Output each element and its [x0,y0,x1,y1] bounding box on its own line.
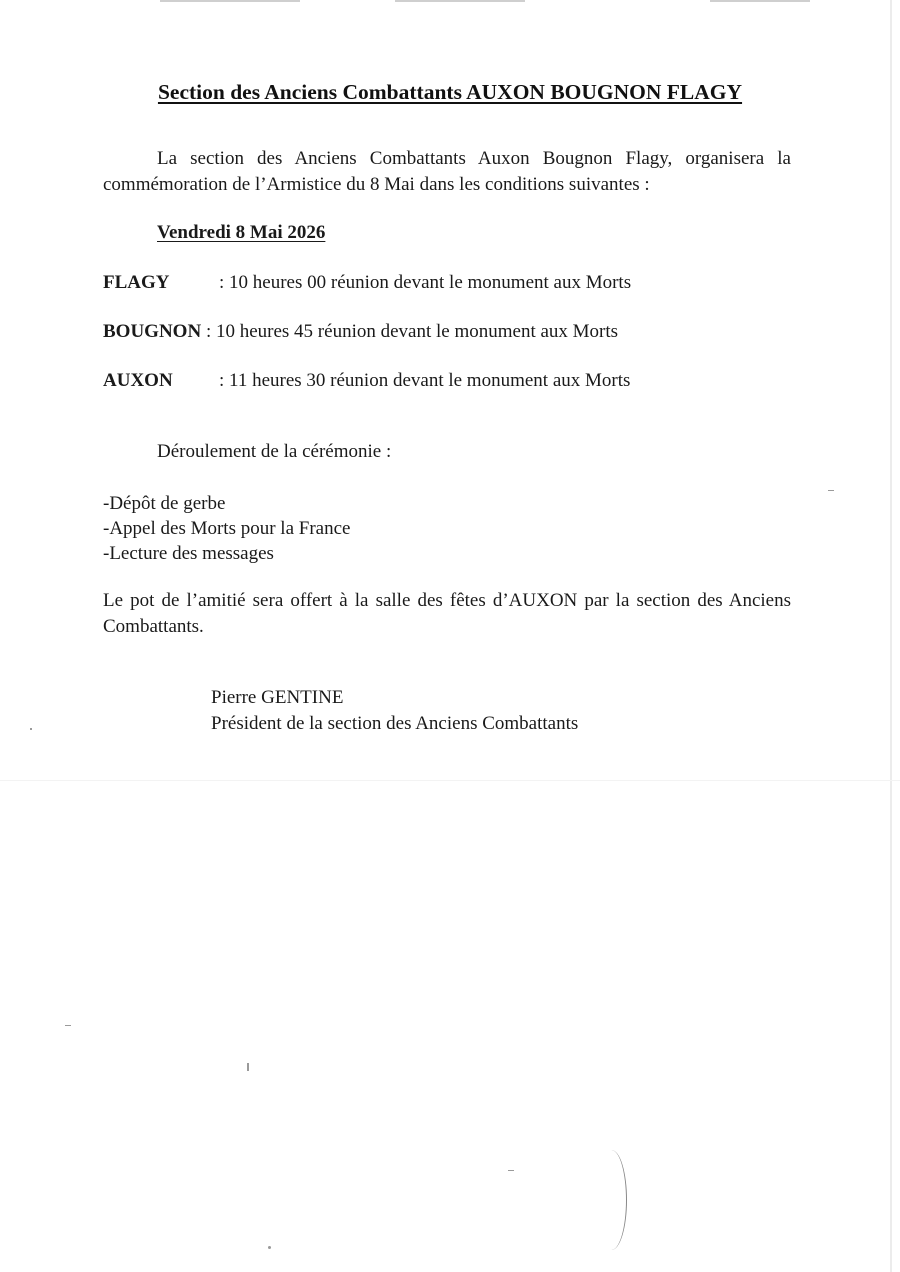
signatory-name: Pierre GENTINE [211,687,344,708]
schedule-details: : 10 heures 45 réunion devant le monument aux Morts [201,321,619,342]
scan-edge-mark [160,0,300,2]
scan-speck [508,1170,514,1171]
schedule-town: FLAGY [103,272,170,293]
scan-right-edge [890,0,892,1272]
scan-speck [828,490,834,491]
scan-speck [247,1063,249,1071]
document-title: Section des Anciens Combattants AUXON BOUGNON FLAGY [157,80,743,105]
schedule-details: : 10 heures 00 réunion devant le monument aux Morts [219,272,632,293]
scan-edge-mark [710,0,810,2]
signatory-role: Président de la section des Anciens Combattants [211,713,579,734]
schedule-row-auxon [103,368,630,394]
ceremony-list [103,491,350,566]
event-date: Vendredi 8 Mai 2026 [157,222,326,243]
signature-block [211,685,578,737]
schedule-row-flagy [103,270,631,296]
schedule-details: : 11 heures 30 réunion devant le monument aux Morts [219,370,631,391]
schedule-town: BOUGNON [103,321,202,342]
intro-paragraph: La section des Anciens Combattants Auxon Bougnon Flagy, organisera la commémoration de l’Armistice du 8 Mai dans les conditions suivantes : [103,148,791,195]
schedule-town: AUXON [103,370,173,391]
list-item: -Lecture des messages [103,543,274,564]
list-item: -Appel des Morts pour la France [103,518,351,539]
scan-speck [65,1025,71,1026]
list-item: -Dépôt de gerbe [103,493,226,514]
schedule-row-bougnon [103,319,618,345]
pen-stroke-mark [596,1150,627,1250]
closing-paragraph: Le pot de l’amitié sera offert à la salle des fêtes d’AUXON par la section des Anciens Combattants. [103,590,791,637]
scan-speck [30,728,32,730]
scan-edge-mark [395,0,525,2]
paper-fold-line [0,780,900,781]
scan-speck [268,1246,271,1249]
ceremony-heading: Déroulement de la cérémonie : [157,441,392,462]
